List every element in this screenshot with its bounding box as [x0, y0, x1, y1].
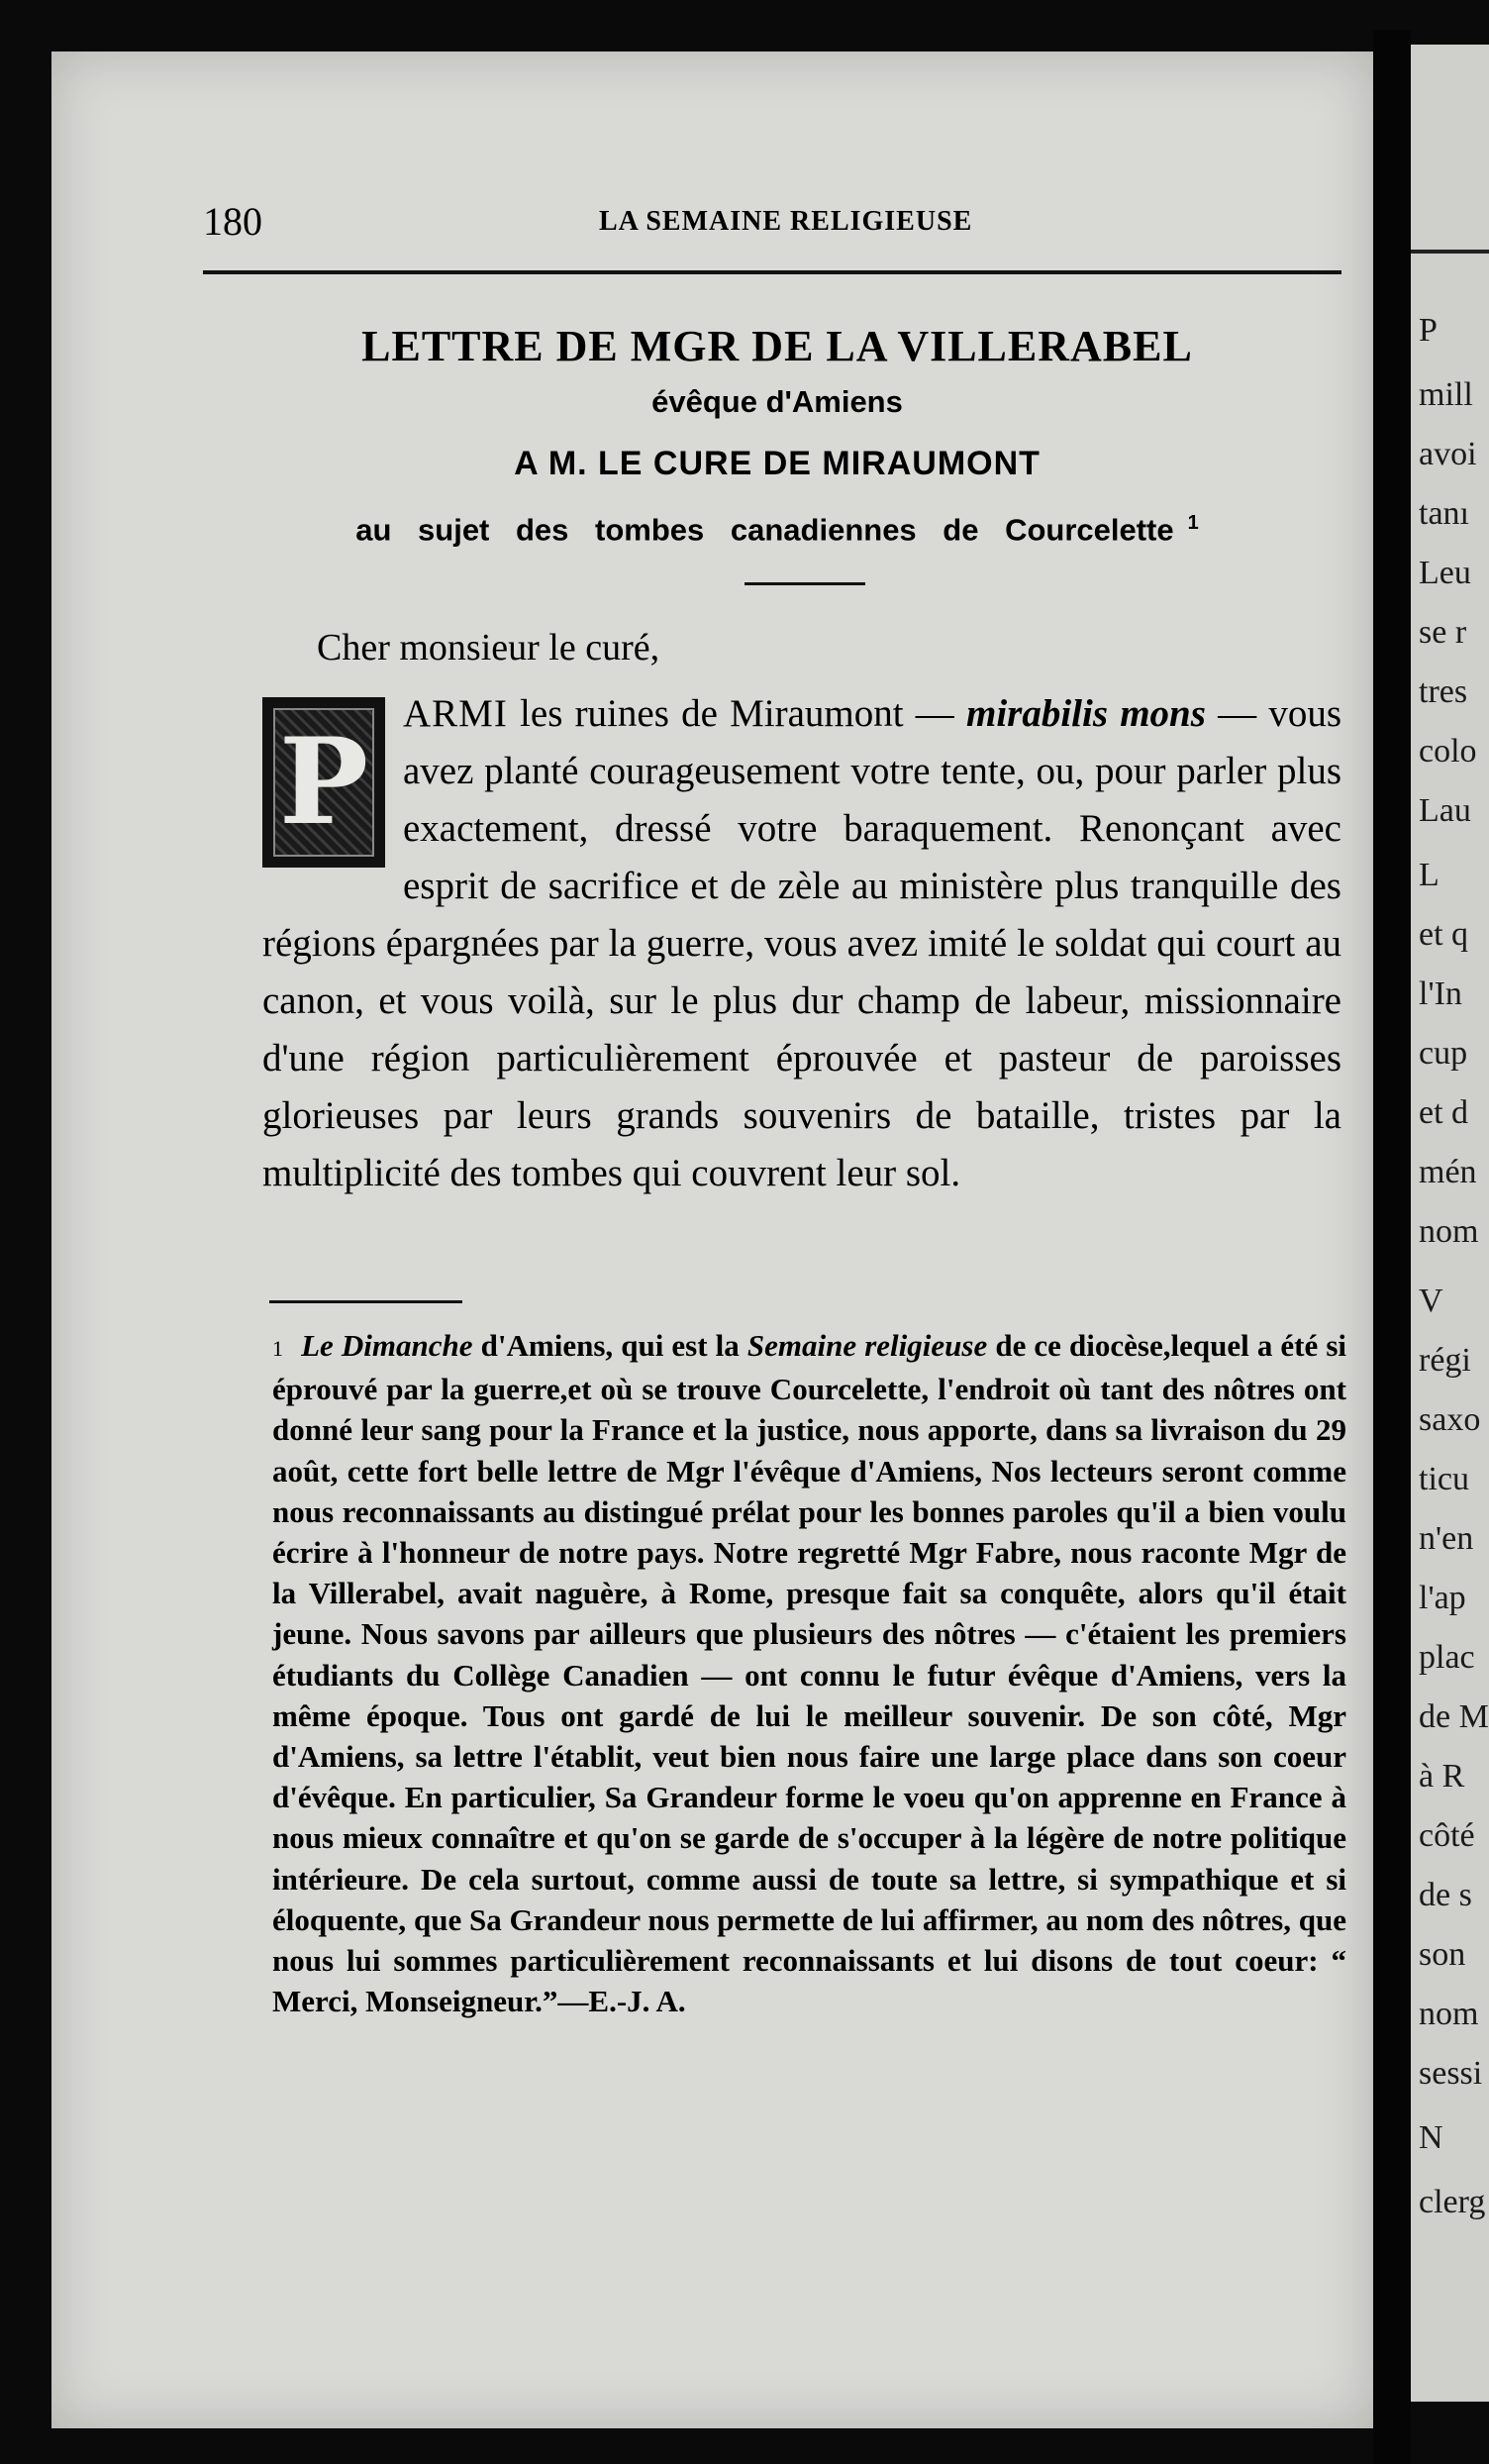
subject-line: [208, 499, 1346, 554]
page-number: 180: [203, 199, 262, 244]
author-role: évêque d'Amiens: [651, 384, 903, 419]
adjacent-page-rule: [1411, 250, 1489, 254]
recipient-line: A M. LE CURE DE MIRAUMONT: [514, 445, 1041, 482]
title-separator-rule: [744, 582, 865, 585]
adjacent-page-strip: [1411, 45, 1489, 2402]
adjacent-page-fragment: l'ap: [1419, 1580, 1466, 1616]
adjacent-page-fragment: tres: [1419, 673, 1468, 710]
footnote-text-1: d'Amiens, qui est la: [480, 1328, 740, 1363]
adjacent-page-fragment: nom: [1419, 1213, 1479, 1250]
book-gutter: [1373, 30, 1411, 2464]
running-title: LA SEMAINE RELIGIEUSE: [599, 206, 973, 237]
letter-heading: [208, 317, 1346, 554]
footnote-italic-1: Le Dimanche: [301, 1328, 473, 1363]
adjacent-page-fragment: mill: [1419, 376, 1473, 413]
adjacent-page-fragment: ticu: [1419, 1461, 1469, 1497]
adjacent-page-fragment: nom: [1419, 1996, 1479, 2032]
adjacent-page-fragment: l'In: [1419, 975, 1462, 1012]
adjacent-page-fragment: P: [1419, 312, 1438, 349]
adjacent-page-fragment: régi: [1419, 1342, 1471, 1379]
body-text-part-2: — vous avez planté courageusement votre tente, ou, pour parler plus exactement, dressé votre baraquement. Renonçant avec esprit de sacrifice et de zèle au ministère plus tranquille des régions épargnées par la guerre, vous avez imité le soldat qui court au canon, et vous voilà, sur le plus dur champ de labeur, missionnaire d'une région particulièrement éprouvée et pasteur de paroisses glorieuses par leurs grands souvenirs de bataille, tristes par la multiplicité des tombes qui couvrent leur sol.: [262, 692, 1342, 1194]
header-rule: [203, 270, 1341, 274]
adjacent-page-fragment: avoi: [1419, 436, 1477, 472]
footnote: [272, 1325, 1346, 2021]
salutation: Cher monsieur le curé,: [317, 627, 660, 668]
adjacent-page-fragment: de M: [1419, 1698, 1489, 1735]
adjacent-page-fragment: plac: [1419, 1639, 1475, 1676]
adjacent-page-fragment: et d: [1419, 1094, 1469, 1131]
adjacent-page-fragment: de s: [1419, 1877, 1472, 1913]
running-head: [203, 198, 1341, 257]
ornamental-dropcap: [262, 697, 385, 868]
adjacent-page-fragment: V: [1419, 1283, 1443, 1319]
adjacent-page-fragment: N: [1419, 2119, 1443, 2156]
footnote-marker: 1: [1187, 512, 1199, 534]
adjacent-page-fragment: et q: [1419, 916, 1469, 953]
adjacent-page-fragment: colo: [1419, 733, 1477, 770]
adjacent-page-fragment: Leu: [1419, 555, 1471, 591]
footnote-number: 1: [272, 1336, 283, 1361]
adjacent-page-fragment: à R: [1419, 1758, 1465, 1795]
footnote-rule: [269, 1300, 462, 1303]
letter-body: [262, 685, 1341, 1202]
adjacent-page-fragment: Lau: [1419, 792, 1471, 829]
adjacent-page-fragment: son: [1419, 1936, 1466, 1973]
adjacent-page-fragment: n'en: [1419, 1520, 1474, 1557]
footnote-text-2: de ce diocèse,lequel a été si éprouvé par la guerre,et où se trouve Courcelette, l'endroit où tant des nôtres ont donné leur sang pour la France et la justice, nous apporte, dans sa livraison du 29 août, cette fort belle lettre de Mgr l'évêque d'Amiens, Nos lecteurs seront comme nous reconnaissants au distingué prélat pour les bonnes paroles qu'il a bien voulu écrire à l'honneur de notre pays. Notre regretté Mgr Fabre, nous raconte Mgr de la Villerabel, avait naguère, à Rome, presque fait sa conquête, alors qu'il était jeune. Nous savons par ailleurs que plusieurs des nôtres — c'étaient les premiers étudiants du Collège Canadien — ont connu le futur évêque d'Amiens, vers la même époque. Tous ont gardé de lui le meilleur souvenir. De son côté, Mgr d'Amiens, sa lettre l'établit, veut bien nous faire une large place dans son coeur d'évêque. En particulier, Sa Grandeur forme le voeu qu'on apprenne en France à nous mieux connaître et qu'on se garde de s'occuper à la légère de notre politique intérieure. De cela surtout, comme aussi de toute sa lettre, si sympathique et si éloquente, que Sa Grandeur nous permette de lui affirmer, au nom des nôtres, que nous lui sommes particulièrement reconnaissants et lui disons de tout coeur: “ Merci, Monseigneur.”—E.-J. A.: [272, 1328, 1347, 2019]
adjacent-page-fragment: L: [1419, 857, 1439, 893]
adjacent-page-fragment: clerg: [1419, 2184, 1486, 2220]
adjacent-page-fragment: mén: [1419, 1154, 1477, 1190]
adjacent-page-fragment: se r: [1419, 614, 1467, 651]
body-text-part-1: les ruines de Miraumont —: [520, 692, 954, 735]
dropcap-letter: P: [278, 712, 369, 852]
adjacent-page-fragment: saxo: [1419, 1401, 1481, 1438]
adjacent-page-fragment: côté: [1419, 1817, 1475, 1854]
adjacent-page-fragment: cup: [1419, 1035, 1468, 1072]
adjacent-page-fragment: sessi: [1419, 2055, 1483, 2092]
first-word: ARMI: [403, 692, 508, 735]
footnote-italic-2: Semaine religieuse: [746, 1328, 988, 1363]
adjacent-page-fragment: tanı: [1419, 495, 1469, 532]
body-italic-latin: mirabilis mons: [965, 692, 1206, 735]
letter-title: LETTRE DE MGR DE LA VILLERABEL: [361, 322, 1193, 370]
subject-text: au sujet des tombes canadiennes de Courcelette: [355, 512, 1174, 548]
